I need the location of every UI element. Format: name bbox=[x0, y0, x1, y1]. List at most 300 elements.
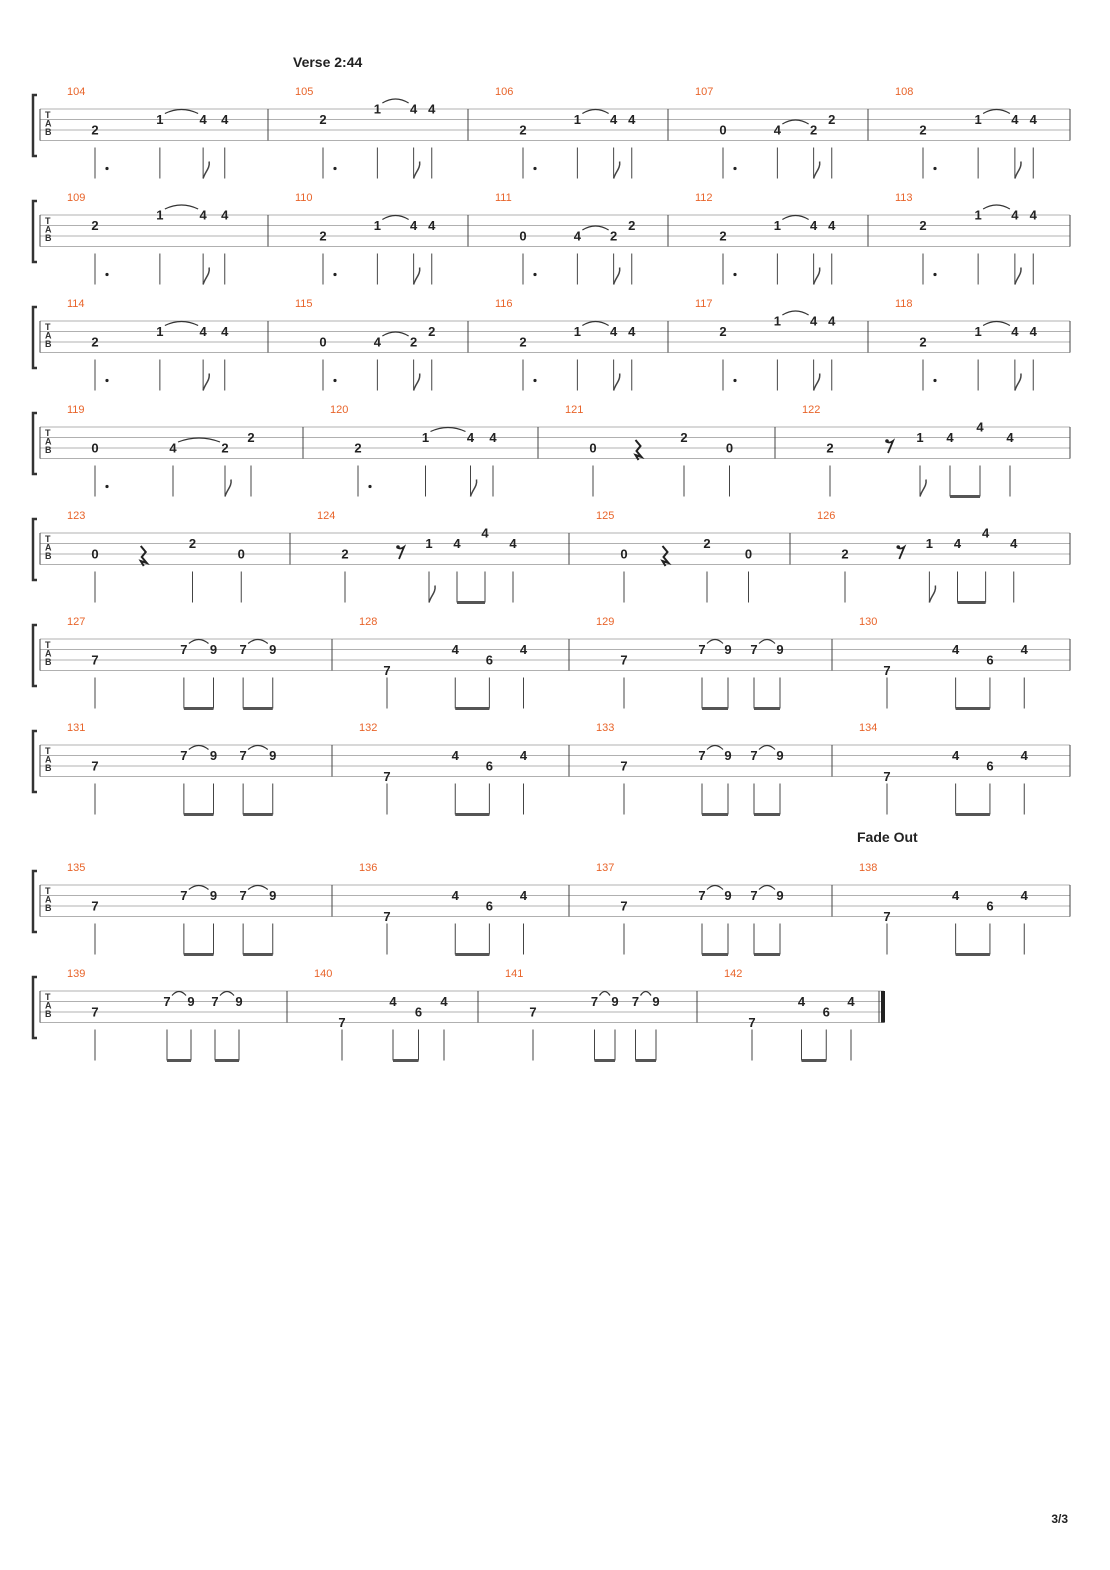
fret-number: 6 bbox=[485, 758, 493, 774]
eighth-flag bbox=[414, 374, 420, 391]
tie-arc bbox=[248, 640, 268, 644]
fret-number: 4 bbox=[1029, 207, 1037, 223]
fret-number: 4 bbox=[1011, 112, 1019, 127]
measure-number: 120 bbox=[330, 404, 349, 416]
measure-number: 141 bbox=[505, 968, 524, 980]
measure-number: 116 bbox=[495, 298, 513, 310]
dot-marker bbox=[533, 273, 536, 276]
dot-marker bbox=[105, 167, 108, 170]
system-bracket bbox=[33, 201, 37, 262]
measure-number: 119 bbox=[67, 404, 85, 416]
fret-number: 4 bbox=[373, 334, 381, 350]
fret-number: 6 bbox=[986, 758, 994, 774]
fret-number: 4 bbox=[169, 440, 177, 456]
fret-number: 2 bbox=[91, 334, 99, 350]
fret-number: 7 bbox=[180, 748, 188, 763]
fret-number: 7 bbox=[620, 652, 628, 668]
page-number: 3/3 bbox=[1051, 1512, 1068, 1526]
fret-number: 4 bbox=[199, 112, 207, 127]
tie-arc bbox=[983, 110, 1010, 114]
fret-number: 4 bbox=[610, 324, 618, 339]
fret-number: 1 bbox=[773, 313, 781, 329]
fret-number: 7 bbox=[91, 758, 99, 774]
fret-number: 6 bbox=[986, 652, 994, 668]
dot-marker bbox=[105, 379, 108, 382]
fret-number: 2 bbox=[319, 228, 327, 244]
fret-number: 2 bbox=[319, 112, 327, 127]
fret-number: 7 bbox=[211, 994, 219, 1009]
tab-clef-letter: B bbox=[45, 233, 52, 243]
fret-number: 7 bbox=[748, 1015, 756, 1030]
fret-number: 1 bbox=[156, 207, 164, 223]
fret-number: 4 bbox=[519, 888, 528, 903]
quarter-rest bbox=[141, 546, 147, 566]
fret-number: 7 bbox=[180, 888, 188, 903]
fret-number: 6 bbox=[986, 898, 994, 914]
measure-number: 121 bbox=[565, 404, 584, 416]
fret-number: 7 bbox=[750, 748, 758, 763]
eighth-flag bbox=[1015, 268, 1021, 285]
measure-number: 128 bbox=[359, 616, 378, 628]
fret-number: 4 bbox=[451, 888, 459, 903]
fret-number: 4 bbox=[628, 112, 636, 127]
measure-number: 115 bbox=[295, 298, 313, 310]
tab-clef-letter: T bbox=[45, 322, 51, 332]
measure-number: 110 bbox=[295, 192, 313, 204]
eighth-flag bbox=[203, 374, 209, 391]
measure-number: 105 bbox=[295, 86, 314, 98]
fret-number: 7 bbox=[883, 769, 891, 784]
tie-arc bbox=[248, 746, 268, 750]
fret-number: 4 bbox=[199, 207, 207, 223]
fret-number: 2 bbox=[919, 334, 927, 350]
fret-number: 1 bbox=[916, 430, 924, 445]
section-marker-fade-out: Fade Out bbox=[857, 829, 918, 845]
tie-arc bbox=[707, 640, 723, 644]
dot-marker bbox=[933, 167, 936, 170]
measure-number: 140 bbox=[314, 968, 333, 980]
fret-number: 4 bbox=[428, 218, 436, 233]
measure-number: 131 bbox=[67, 722, 86, 734]
measure-number: 108 bbox=[895, 86, 914, 98]
system-bracket bbox=[33, 871, 37, 932]
dot-marker bbox=[933, 273, 936, 276]
fret-number: 9 bbox=[269, 642, 277, 657]
fret-number: 2 bbox=[703, 536, 711, 551]
fret-number: 4 bbox=[519, 748, 528, 763]
fret-number: 4 bbox=[797, 994, 806, 1009]
fret-number: 2 bbox=[341, 546, 349, 562]
fret-number: 9 bbox=[776, 748, 784, 763]
dot-marker bbox=[733, 167, 736, 170]
fret-number: 7 bbox=[883, 663, 891, 678]
fret-number: 4 bbox=[1020, 642, 1028, 657]
fret-number: 2 bbox=[719, 324, 727, 339]
measure-number: 129 bbox=[596, 616, 615, 628]
dot-marker bbox=[733, 379, 736, 382]
fret-number: 2 bbox=[610, 228, 618, 244]
eighth-rest-dot bbox=[885, 439, 889, 443]
fret-number: 0 bbox=[519, 228, 527, 244]
dot-marker bbox=[533, 167, 536, 170]
measure-number: 123 bbox=[67, 510, 86, 522]
fret-number: 9 bbox=[187, 994, 195, 1009]
tab-clef-letter: A bbox=[45, 118, 52, 129]
fret-number: 2 bbox=[828, 112, 836, 127]
dot-marker bbox=[105, 273, 108, 276]
fret-number: 4 bbox=[389, 994, 397, 1009]
fret-number: 2 bbox=[841, 546, 849, 562]
tie-arc bbox=[759, 886, 775, 890]
fret-number: 6 bbox=[485, 898, 493, 914]
fret-number: 4 bbox=[953, 536, 962, 551]
fret-number: 2 bbox=[91, 122, 99, 138]
tab-clef-letter: T bbox=[45, 216, 51, 226]
fret-number: 4 bbox=[221, 207, 229, 223]
eighth-rest bbox=[897, 547, 904, 559]
fret-number: 4 bbox=[410, 218, 418, 233]
measure-number: 133 bbox=[596, 722, 615, 734]
tie-arc bbox=[983, 205, 1010, 209]
fret-number: 0 bbox=[91, 546, 99, 562]
fret-number: 4 bbox=[451, 748, 459, 763]
fret-number: 4 bbox=[952, 642, 960, 657]
fret-number: 1 bbox=[156, 324, 164, 339]
tab-clef-letter: B bbox=[45, 339, 52, 349]
tie-arc bbox=[759, 746, 775, 750]
fret-number: 4 bbox=[1020, 888, 1028, 903]
fret-number: 2 bbox=[680, 430, 688, 445]
dot-marker bbox=[933, 379, 936, 382]
fret-number: 4 bbox=[221, 324, 229, 339]
eighth-rest bbox=[886, 441, 893, 453]
fret-number: 4 bbox=[828, 218, 836, 233]
measure-number: 139 bbox=[67, 968, 86, 980]
measure-number: 137 bbox=[596, 862, 615, 874]
fret-number: 4 bbox=[976, 419, 984, 435]
dot-marker bbox=[105, 485, 108, 488]
fret-number: 0 bbox=[319, 334, 327, 350]
eighth-flag bbox=[225, 480, 231, 497]
fret-number: 4 bbox=[509, 536, 517, 551]
tab-clef-letter: A bbox=[45, 894, 52, 905]
fret-number: 4 bbox=[453, 536, 461, 551]
tie-arc bbox=[641, 992, 652, 996]
fret-number: 1 bbox=[974, 112, 982, 127]
tie-arc bbox=[782, 311, 808, 315]
system-bracket bbox=[33, 95, 37, 156]
fret-number: 7 bbox=[180, 642, 188, 657]
measure-number: 122 bbox=[802, 404, 821, 416]
eighth-flag bbox=[471, 480, 477, 497]
tie-arc bbox=[759, 640, 775, 644]
fret-number: 9 bbox=[776, 888, 784, 903]
fret-number: 4 bbox=[199, 324, 207, 339]
fret-number: 7 bbox=[529, 1004, 537, 1020]
fret-number: 2 bbox=[354, 440, 362, 456]
fret-number: 7 bbox=[163, 994, 171, 1009]
fret-number: 7 bbox=[620, 758, 628, 774]
eighth-flag bbox=[203, 268, 209, 285]
tie-arc bbox=[582, 322, 608, 326]
fret-number: 9 bbox=[776, 642, 784, 657]
eighth-flag bbox=[414, 268, 420, 285]
measure-number: 111 bbox=[495, 192, 512, 204]
fret-number: 2 bbox=[810, 122, 818, 138]
fret-number: 0 bbox=[91, 440, 99, 456]
fret-number: 4 bbox=[1029, 112, 1037, 127]
fret-number: 9 bbox=[724, 642, 732, 657]
measure-number: 114 bbox=[67, 298, 85, 310]
fret-number: 4 bbox=[1011, 207, 1019, 223]
measure-number: 130 bbox=[859, 616, 878, 628]
tie-arc bbox=[431, 428, 466, 432]
tab-clef-letter: B bbox=[45, 903, 52, 913]
fret-number: 4 bbox=[982, 525, 990, 541]
fret-number: 4 bbox=[466, 430, 475, 445]
fret-number: 0 bbox=[725, 440, 734, 456]
fret-number: 4 bbox=[952, 888, 960, 903]
fret-number: 4 bbox=[410, 101, 418, 117]
eighth-rest bbox=[397, 547, 404, 559]
fret-number: 7 bbox=[239, 748, 247, 763]
tab-clef-letter: T bbox=[45, 110, 51, 120]
measure-number: 118 bbox=[895, 298, 913, 310]
tie-arc bbox=[248, 886, 268, 890]
fret-number: 1 bbox=[573, 112, 581, 127]
fret-number: 9 bbox=[652, 994, 660, 1009]
fret-number: 7 bbox=[338, 1015, 346, 1030]
measure-number: 126 bbox=[817, 510, 836, 522]
system-bracket bbox=[33, 307, 37, 368]
eighth-flag bbox=[929, 586, 935, 603]
fret-number: 4 bbox=[440, 994, 448, 1009]
fret-number: 1 bbox=[373, 218, 381, 233]
system-bracket bbox=[33, 413, 37, 474]
fret-number: 2 bbox=[428, 324, 436, 339]
fret-number: 1 bbox=[156, 112, 164, 127]
fret-number: 6 bbox=[414, 1004, 423, 1020]
fret-number: 9 bbox=[269, 888, 277, 903]
fret-number: 7 bbox=[698, 748, 706, 763]
fret-number: 9 bbox=[209, 748, 218, 763]
eighth-flag bbox=[1015, 374, 1021, 391]
fret-number: 2 bbox=[410, 334, 418, 350]
eighth-flag bbox=[614, 162, 620, 179]
tie-arc bbox=[782, 120, 808, 124]
fret-number: 4 bbox=[946, 430, 954, 445]
measure-number: 113 bbox=[895, 192, 913, 204]
tab-clef-letter: A bbox=[45, 1000, 52, 1011]
fret-number: 4 bbox=[221, 112, 229, 127]
dot-marker bbox=[368, 485, 371, 488]
system-bracket bbox=[33, 731, 37, 792]
fret-number: 9 bbox=[209, 888, 218, 903]
dot-marker bbox=[733, 273, 736, 276]
eighth-flag bbox=[814, 162, 820, 179]
fret-number: 9 bbox=[611, 994, 619, 1009]
fret-number: 0 bbox=[744, 546, 753, 562]
eighth-rest-dot bbox=[396, 545, 400, 549]
system-bracket bbox=[33, 625, 37, 686]
tie-arc bbox=[582, 110, 608, 114]
fret-number: 9 bbox=[724, 748, 732, 763]
fret-number: 4 bbox=[1029, 324, 1037, 339]
fret-number: 4 bbox=[952, 748, 960, 763]
dot-marker bbox=[533, 379, 536, 382]
tie-arc bbox=[707, 886, 723, 890]
tab-clef-letter: A bbox=[45, 648, 52, 659]
tab-clef-letter: T bbox=[45, 746, 51, 756]
fret-number: 2 bbox=[919, 122, 927, 138]
tie-arc bbox=[172, 992, 186, 996]
fret-number: 7 bbox=[698, 888, 706, 903]
fret-number: 4 bbox=[489, 430, 497, 445]
measure-number: 109 bbox=[67, 192, 86, 204]
measure-number: 124 bbox=[317, 510, 336, 522]
tie-arc bbox=[382, 332, 408, 336]
measure-number: 134 bbox=[859, 722, 878, 734]
fret-number: 7 bbox=[91, 1004, 99, 1020]
eighth-flag bbox=[614, 374, 620, 391]
fret-number: 4 bbox=[428, 101, 436, 117]
tie-arc bbox=[165, 110, 198, 114]
fret-number: 1 bbox=[974, 324, 982, 339]
eighth-flag bbox=[814, 374, 820, 391]
tie-arc bbox=[189, 746, 209, 750]
eighth-rest-dot bbox=[896, 545, 900, 549]
fret-number: 0 bbox=[620, 546, 628, 562]
fret-number: 4 bbox=[573, 228, 581, 244]
quarter-rest bbox=[636, 440, 642, 460]
fret-number: 7 bbox=[750, 642, 758, 657]
eighth-flag bbox=[429, 586, 435, 603]
fret-number: 2 bbox=[247, 430, 255, 445]
tie-arc bbox=[189, 640, 209, 644]
fret-number: 4 bbox=[828, 313, 836, 329]
fret-number: 1 bbox=[974, 207, 982, 223]
tab-clef-letter: T bbox=[45, 640, 51, 650]
tie-arc bbox=[983, 322, 1010, 326]
tab-clef-letter: B bbox=[45, 1009, 52, 1019]
fret-number: 6 bbox=[822, 1004, 830, 1020]
dot-marker bbox=[333, 167, 336, 170]
tie-arc bbox=[707, 746, 723, 750]
tab-clef-letter: B bbox=[45, 551, 52, 561]
system-bracket bbox=[33, 977, 37, 1038]
fret-number: 4 bbox=[1020, 748, 1028, 763]
system-bracket bbox=[33, 519, 37, 580]
fret-number: 0 bbox=[237, 546, 245, 562]
tab-clef-letter: T bbox=[45, 428, 51, 438]
fret-number: 0 bbox=[719, 122, 727, 138]
tie-arc bbox=[382, 99, 408, 103]
fret-number: 9 bbox=[235, 994, 243, 1009]
measure-number: 112 bbox=[695, 192, 713, 204]
fret-number: 7 bbox=[383, 909, 391, 924]
tab-clef-letter: T bbox=[45, 886, 51, 896]
tab-clef-letter: A bbox=[45, 330, 52, 341]
fret-number: 7 bbox=[883, 909, 891, 924]
measure-number: 107 bbox=[695, 86, 714, 98]
fret-number: 7 bbox=[750, 888, 758, 903]
fret-number: 4 bbox=[1006, 430, 1014, 445]
eighth-flag bbox=[203, 162, 209, 179]
fret-number: 4 bbox=[810, 313, 818, 329]
fret-number: 4 bbox=[1011, 324, 1019, 339]
fret-number: 4 bbox=[810, 218, 818, 233]
fret-number: 2 bbox=[719, 228, 727, 244]
fret-number: 1 bbox=[425, 536, 433, 551]
fret-number: 1 bbox=[373, 101, 381, 117]
fret-number: 7 bbox=[590, 994, 599, 1009]
fret-number: 7 bbox=[91, 898, 99, 914]
fret-number: 0 bbox=[589, 440, 597, 456]
tie-arc bbox=[600, 992, 611, 996]
fret-number: 7 bbox=[383, 769, 391, 784]
tie-arc bbox=[220, 992, 234, 996]
fret-number: 2 bbox=[188, 536, 197, 551]
fret-number: 2 bbox=[519, 122, 527, 138]
tie-arc bbox=[782, 216, 808, 220]
measure-number: 138 bbox=[859, 862, 878, 874]
fret-number: 7 bbox=[91, 652, 99, 668]
tab-clef-letter: A bbox=[45, 224, 52, 235]
quarter-rest bbox=[663, 546, 669, 566]
measure-number: 136 bbox=[359, 862, 378, 874]
fret-number: 7 bbox=[631, 994, 640, 1009]
eighth-flag bbox=[814, 268, 820, 285]
measure-number: 104 bbox=[67, 86, 86, 98]
tie-arc bbox=[582, 226, 608, 230]
tab-clef-letter: T bbox=[45, 992, 51, 1002]
fret-number: 4 bbox=[773, 122, 781, 138]
fret-number: 1 bbox=[573, 324, 581, 339]
fret-number: 1 bbox=[773, 218, 781, 233]
fret-number: 2 bbox=[221, 440, 229, 456]
fret-number: 9 bbox=[269, 748, 277, 763]
fret-number: 9 bbox=[209, 642, 218, 657]
eighth-flag bbox=[1015, 162, 1021, 179]
eighth-flag bbox=[920, 480, 926, 497]
fret-number: 7 bbox=[383, 663, 391, 678]
fret-number: 2 bbox=[628, 218, 636, 233]
fret-number: 9 bbox=[724, 888, 732, 903]
tab-clef-letter: A bbox=[45, 436, 52, 447]
fret-number: 6 bbox=[485, 652, 493, 668]
tab-clef-letter: B bbox=[45, 657, 52, 667]
measure-number: 127 bbox=[67, 616, 86, 628]
fret-number: 1 bbox=[421, 430, 430, 445]
measure-number: 142 bbox=[724, 968, 743, 980]
tie-arc bbox=[189, 886, 209, 890]
tie-arc bbox=[178, 438, 220, 442]
tab-clef-letter: B bbox=[45, 763, 52, 773]
dot-marker bbox=[333, 273, 336, 276]
measure-number: 117 bbox=[695, 298, 713, 310]
fret-number: 7 bbox=[239, 888, 247, 903]
fret-number: 4 bbox=[519, 642, 528, 657]
measure-number: 132 bbox=[359, 722, 378, 734]
tie-arc bbox=[165, 322, 198, 326]
fret-number: 4 bbox=[1010, 536, 1018, 551]
tab-clef-letter: A bbox=[45, 754, 52, 765]
fret-number: 2 bbox=[519, 334, 527, 350]
fret-number: 7 bbox=[620, 898, 628, 914]
tab-clef-letter: A bbox=[45, 542, 52, 553]
tab-clef-letter: B bbox=[45, 445, 52, 455]
fret-number: 2 bbox=[919, 218, 927, 233]
